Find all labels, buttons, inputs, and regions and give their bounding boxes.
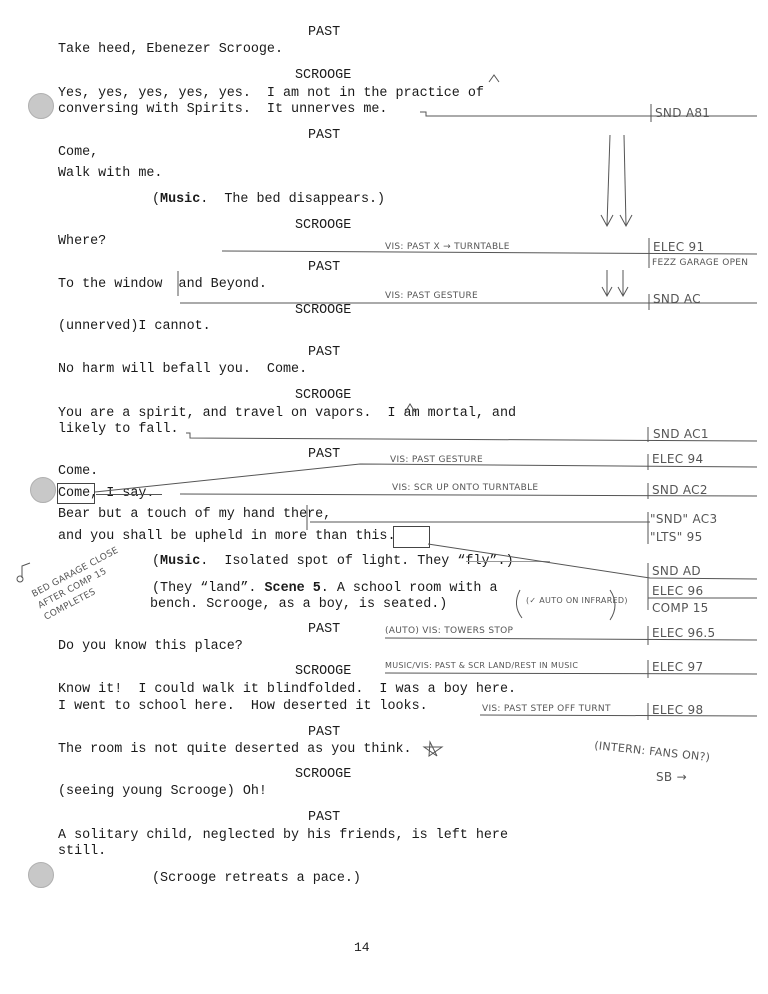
character-name: PAST bbox=[308, 345, 341, 360]
character-name: SCROOGE bbox=[295, 218, 352, 233]
stage-direction: (They “land”. Scene 5. A school room with a bbox=[152, 581, 498, 596]
dialogue-line: Walk with me. bbox=[58, 166, 163, 181]
character-name: PAST bbox=[308, 25, 341, 40]
dialogue-line: Take heed, Ebenezer Scrooge. bbox=[58, 42, 283, 57]
dialogue-line: A solitary child, neglected by his friends, is left here bbox=[58, 828, 508, 843]
margin-note-bed-garage: BED GARAGE CLOSE AFTER COMP 15 COMPLETES bbox=[30, 545, 121, 623]
dialogue-line: You are a spirit, and travel on vapors. I am mortal, and bbox=[58, 406, 517, 421]
cue-snd-ac1: SND AC1 bbox=[653, 427, 709, 441]
character-name: PAST bbox=[308, 447, 341, 462]
cue-elec-94: ELEC 94 bbox=[652, 452, 704, 466]
stage-direction: (Scrooge retreats a pace.) bbox=[152, 871, 361, 886]
character-name: PAST bbox=[308, 128, 341, 143]
dialogue-line: Come. bbox=[58, 464, 99, 479]
dialogue-line: Come, I say. bbox=[58, 486, 155, 501]
dialogue-line: I went to school here. How deserted it looks. bbox=[58, 699, 428, 714]
cue-lts-95: "LTS" 95 bbox=[650, 530, 703, 544]
vis-note: VIS: SCR UP ONTO TURNTABLE bbox=[392, 483, 539, 493]
character-name: PAST bbox=[308, 622, 341, 637]
cue-snd-ac: SND AC bbox=[653, 292, 701, 306]
vis-note: MUSIC/VIS: PAST & SCR LAND/REST IN MUSIC bbox=[385, 661, 579, 670]
page-number: 14 bbox=[354, 940, 370, 955]
vis-note: (AUTO) VIS: TOWERS STOP bbox=[385, 626, 514, 636]
character-name: PAST bbox=[308, 260, 341, 275]
cue-elec-91: ELEC 91 bbox=[653, 240, 705, 254]
dialogue-line: conversing with Spirits. It unnerves me. bbox=[58, 102, 388, 117]
vis-note: VIS: PAST GESTURE bbox=[390, 455, 483, 465]
cue-elec-96: ELEC 96 bbox=[652, 584, 704, 598]
dialogue-line: and you shall be upheld in more than this. bbox=[58, 529, 396, 544]
character-name: PAST bbox=[308, 725, 341, 740]
dialogue-line: likely to fall. bbox=[58, 422, 179, 437]
stage-direction: (Music. The bed disappears.) bbox=[152, 192, 386, 207]
cue-snd-ad: SND AD bbox=[652, 564, 701, 578]
cue-snd-ac2: SND AC2 bbox=[652, 483, 708, 497]
dialogue-line: Where? bbox=[58, 234, 107, 249]
cue-elec-97: ELEC 97 bbox=[652, 660, 704, 674]
cue-elec-96-5: ELEC 96.5 bbox=[652, 626, 716, 640]
vis-note: (✓ AUTO ON INFRARED) bbox=[526, 596, 628, 605]
dialogue-line: Know it! I could walk it blindfolded. I was a boy here. bbox=[58, 682, 517, 697]
dialogue-line: The room is not quite deserted as you think. bbox=[58, 742, 412, 757]
dialogue-line: Bear but a touch of my hand there, bbox=[58, 507, 332, 522]
cue-comp-15: COMP 15 bbox=[652, 601, 709, 615]
character-name: PAST bbox=[308, 810, 341, 825]
dialogue-line: Do you know this place? bbox=[58, 639, 243, 654]
cue-elec-98: ELEC 98 bbox=[652, 703, 704, 717]
dialogue-line: No harm will befall you. Come. bbox=[58, 362, 308, 377]
dialogue-line: still. bbox=[58, 844, 107, 859]
character-name: SCROOGE bbox=[295, 303, 352, 318]
character-name: SCROOGE bbox=[295, 767, 352, 782]
character-name: SCROOGE bbox=[295, 68, 352, 83]
stage-direction: bench. Scrooge, as a boy, is seated.) bbox=[150, 597, 448, 612]
vis-note: VIS: PAST STEP OFF TURNT bbox=[482, 704, 611, 714]
dialogue-line: (seeing young Scrooge) Oh! bbox=[58, 784, 267, 799]
dialogue-line: (unnerved)I cannot. bbox=[58, 319, 211, 334]
dialogue-line: Come, bbox=[58, 145, 99, 160]
character-name: SCROOGE bbox=[295, 388, 352, 403]
intern-note: (INTERN: FANS ON?) bbox=[593, 738, 711, 765]
cue-snd-ac3: "SND" AC3 bbox=[650, 512, 718, 526]
dialogue-line: Yes, yes, yes, yes, yes. I am not in the practice of bbox=[58, 86, 484, 101]
vis-note: VIS: PAST X → TURNTABLE bbox=[385, 242, 510, 252]
dialogue-line: To the window and Beyond. bbox=[58, 277, 267, 292]
cue-fezz-garage: FEZZ GARAGE OPEN bbox=[652, 258, 749, 268]
sb-note: SB → bbox=[656, 770, 687, 784]
stage-direction: (Music. Isolated spot of light. They “fly”.) bbox=[152, 554, 514, 569]
character-name: SCROOGE bbox=[295, 664, 352, 679]
vis-note: VIS: PAST GESTURE bbox=[385, 291, 478, 301]
cue-snd-a81: SND A81 bbox=[655, 106, 711, 120]
